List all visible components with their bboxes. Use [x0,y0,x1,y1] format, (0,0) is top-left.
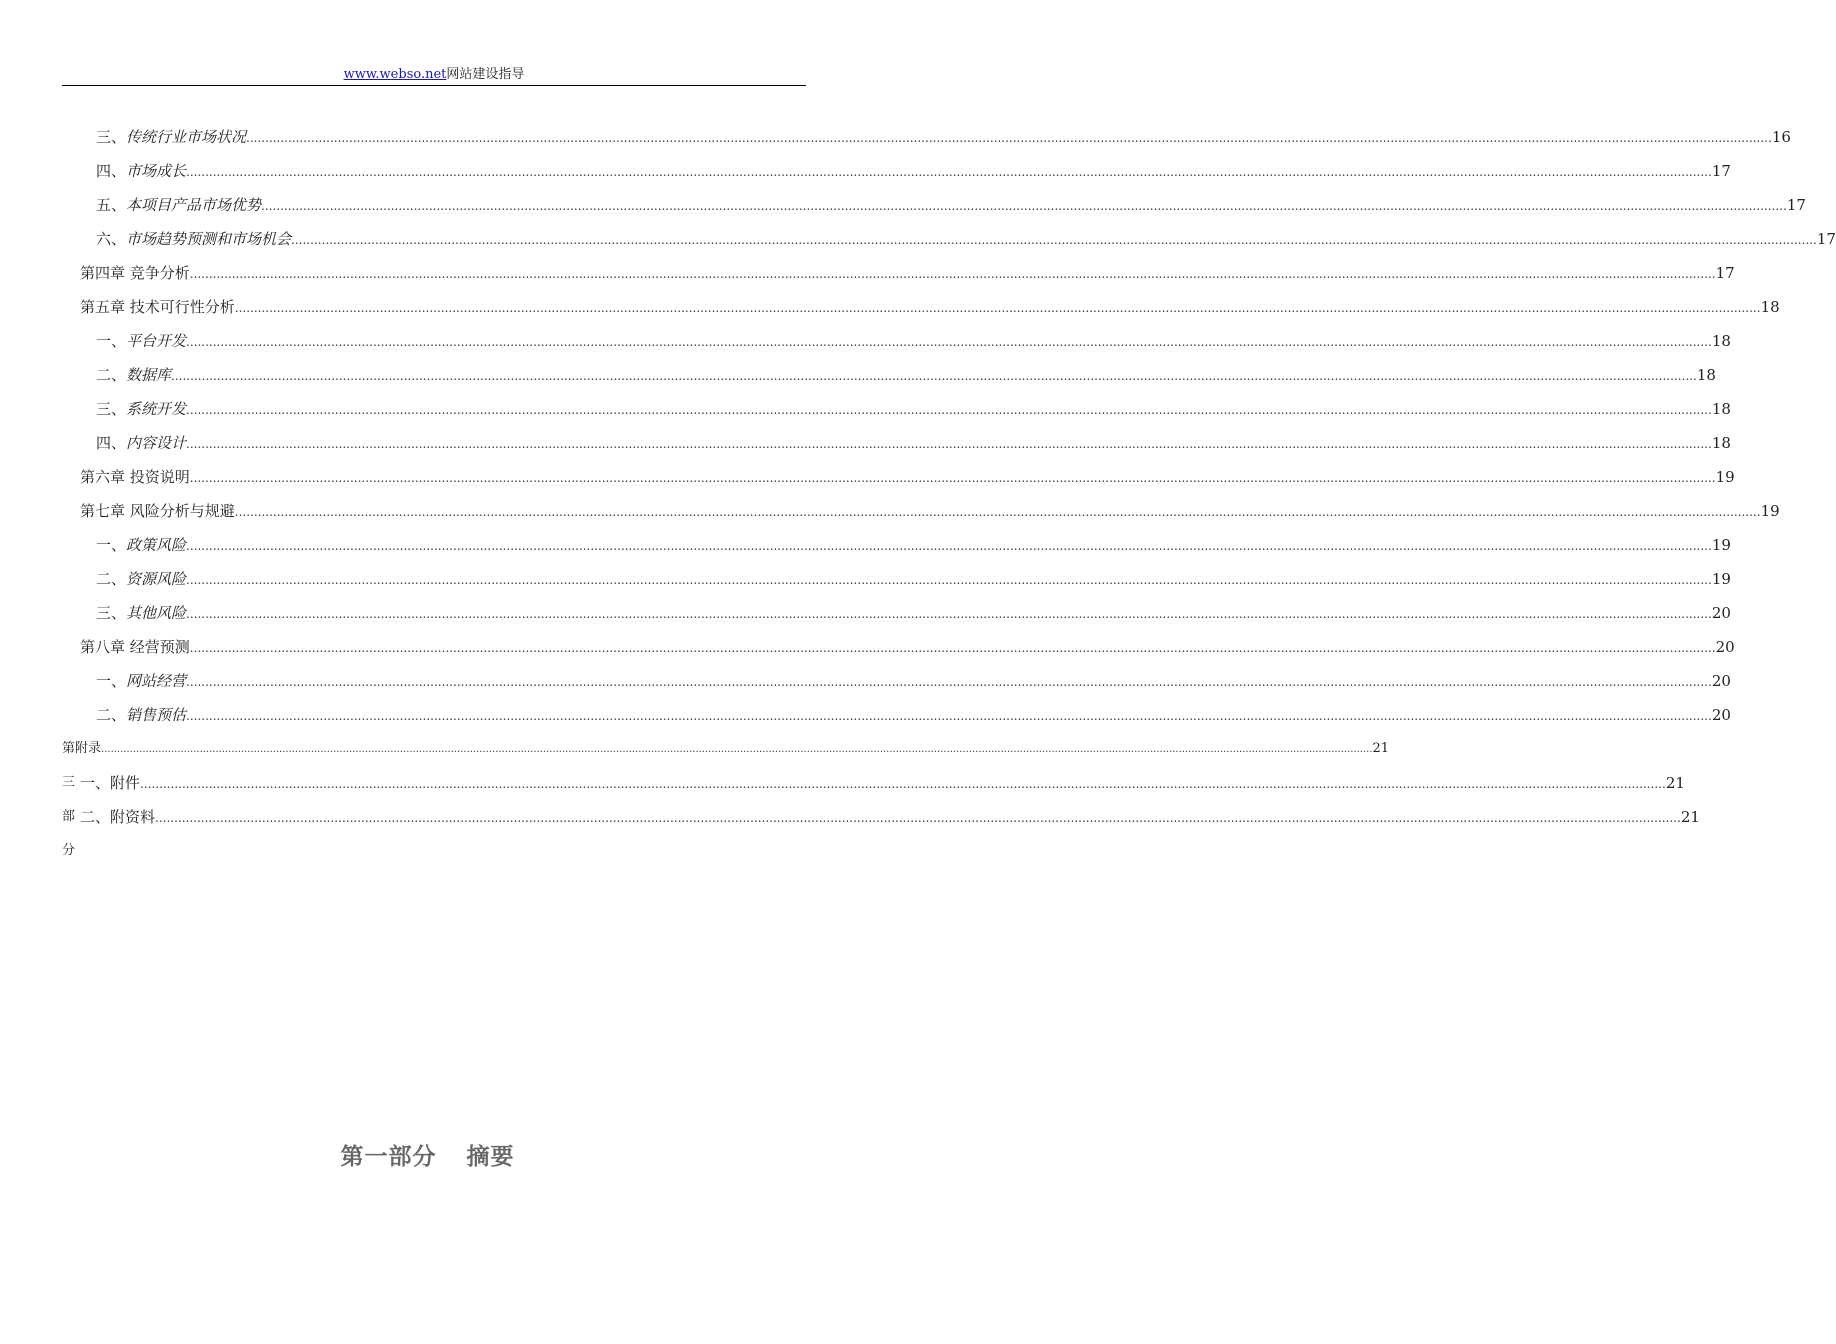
toc-leader-dots: ................................................................................................................................................................................................................................................................................................................................................................................................................ [234,505,1761,519]
toc-entry-page-number: 19 [1760,502,1780,520]
toc-leader-dots: ................................................................................................................................................................................................................................................................................................................................................................................................................ [186,437,1712,451]
toc-leader-dots: ................................................................................................................................................................................................................................................................................................................................................................................................................ [189,267,1716,281]
toc-entry[interactable] [96,358,1716,392]
toc-entry[interactable] [96,222,1836,256]
toc-entry-title: 第八章 经营预测 [80,638,190,656]
toc-entry-number: 二、 [80,808,111,826]
toc-entry-number: 一、 [80,774,111,792]
header-link[interactable]: www.webso.net [343,67,447,82]
toc-entry-page-number: 18 [1696,366,1716,384]
section-title: 摘要 [466,1144,515,1170]
toc-leader-dots: ................................................................................................................................................................................................................................................................................................................................................................................................................ [234,301,1761,315]
toc-entry-page-number: 19 [1711,536,1731,554]
toc-entry-page-number: 18 [1711,400,1731,418]
toc-leader-dots: ................................................................................................................................................................................................................................................................................................................................................................................................................ [261,199,1787,213]
toc-entry-page-number: 17 [1816,230,1836,248]
toc-leader-dots: ................................................................................................................................................................................................................................................................................................................................................................................................................ [291,233,1817,247]
toc-entry-page-number: 18 [1711,434,1731,452]
toc-entry-title: 本项目产品市场优势 [126,196,262,214]
toc-entry-number: 四、 [96,162,127,180]
toc-entry[interactable] [80,256,1735,290]
toc-entry-title: 网站经营 [126,672,187,690]
toc-entry[interactable] [96,188,1806,222]
toc-entry-title: 第七章 风险分析与规避 [80,502,235,520]
toc-entry[interactable] [80,460,1735,494]
toc-entry-page-number: 18 [1760,298,1780,316]
toc-entry-title: 内容设计 [126,434,187,452]
toc-entry-title: 政策风险 [126,536,187,554]
toc-entry-title: 附资料 [110,808,156,826]
toc-entry-number: 五、 [96,196,127,214]
toc-entry-page-number: 20 [1711,706,1731,724]
toc-entry-number: 第三部分 [62,741,76,858]
toc-entry-number: 二、 [96,706,127,724]
toc-entry-number: 二、 [96,366,127,384]
toc-entry-page-number: 17 [1711,162,1731,180]
toc-entry-title: 第五章 技术可行性分析 [80,298,235,316]
header-text: 网站建设指导 [446,67,525,82]
toc-entry-title: 附录 [75,741,102,756]
toc-leader-dots: ................................................................................................................................................................................................................................................................................................................................................................................................................ [140,777,1666,791]
toc-entry[interactable] [96,698,1731,732]
toc-entry-number: 一、 [96,536,127,554]
toc-entry-title: 其他风险 [126,604,187,622]
toc-leader-dots: ................................................................................................................................................................................................................................................................................................................................................................................................................ [186,165,1712,179]
toc-leader-dots: ................................................................................................................................................................................................................................................................................................................................................................................................................ [189,641,1716,655]
toc-entry-number: 一、 [96,332,127,350]
toc-entry-number: 六、 [96,230,127,248]
toc-leader-dots: ................................................................................................................................................................................................................................................................................................................................................................................................................ [189,471,1716,485]
toc-entry[interactable] [80,494,1780,528]
toc-entry-number: 三、 [96,128,127,146]
toc-entry[interactable] [80,766,1685,800]
toc-entry-number: 一、 [96,672,127,690]
toc-entry-title: 第四章 竞争分析 [80,264,190,282]
toc-entry-title: 市场成长 [126,162,187,180]
toc-leader-dots: ................................................................................................................................................................................................................................................................................................................................................................................................................ [246,131,1772,145]
toc-entry-page-number: 21 [1680,808,1700,826]
toc-entry[interactable] [96,596,1731,630]
toc-leader-dots: ................................................................................................................................................................................................................................................................................................................................................................................................................ [186,709,1712,723]
toc-entry[interactable] [80,290,1780,324]
toc-entry-title: 资源风险 [126,570,187,588]
toc-entry[interactable] [96,664,1731,698]
toc-entry[interactable] [96,426,1731,460]
toc-entry-page-number: 19 [1711,570,1731,588]
toc-entry[interactable] [96,562,1731,596]
toc-entry-page-number: 20 [1715,638,1735,656]
toc-entry-page-number: 21 [1372,741,1390,756]
toc-entry-page-number: 20 [1711,672,1731,690]
toc-leader-dots: ................................................................................................................................................................................................................................................................................................................................................................................................................ [186,675,1712,689]
toc-entry-page-number: 17 [1715,264,1735,282]
toc-entry[interactable] [96,528,1731,562]
section-heading [0,1138,855,1171]
toc-leader-dots: ................................................................................................................................................................................................................................................................................................................................................................................................................ [186,403,1712,417]
toc-entry-title: 第六章 投资说明 [80,468,190,486]
toc-entry-page-number: 18 [1711,332,1731,350]
toc-leader-dots: ................................................................................................................................................................................................................................................................................................................................................................................................................ [186,573,1712,587]
toc-entry-title: 销售预估 [126,706,187,724]
header-rule [62,85,806,86]
toc-entry-page-number: 20 [1711,604,1731,622]
toc-entry-page-number: 16 [1771,128,1791,146]
page-header [62,66,806,84]
toc-entry-number: 二、 [96,570,127,588]
toc-entry[interactable] [80,800,1700,834]
toc-entry-title: 平台开发 [126,332,187,350]
toc-entry-page-number: 17 [1786,196,1806,214]
section-part: 第一部分 [340,1144,437,1170]
toc-leader-dots: ................................................................................................................................................................................................................................................................................................................................................................................................................ [101,744,1373,755]
toc-entry-page-number: 21 [1665,774,1685,792]
toc-entry[interactable] [96,154,1731,188]
toc-entry-title: 市场趋势预测和市场机会 [126,230,292,248]
toc-entry-title: 数据库 [126,366,172,384]
toc-entry[interactable] [80,630,1735,664]
toc-leader-dots: ................................................................................................................................................................................................................................................................................................................................................................................................................ [171,369,1697,383]
toc-entry[interactable] [96,392,1731,426]
toc-entry-title: 传统行业市场状况 [126,128,247,146]
toc-leader-dots: ................................................................................................................................................................................................................................................................................................................................................................................................................ [186,335,1712,349]
toc-entry-title: 系统开发 [126,400,187,418]
toc-entry-page-number: 19 [1715,468,1735,486]
toc-leader-dots: ................................................................................................................................................................................................................................................................................................................................................................................................................ [186,539,1712,553]
toc-leader-dots: ................................................................................................................................................................................................................................................................................................................................................................................................................ [186,607,1712,621]
toc-leader-dots: ................................................................................................................................................................................................................................................................................................................................................................................................................ [155,811,1681,825]
toc-entry-number: 三、 [96,400,127,418]
toc-entry-number: 四、 [96,434,127,452]
toc-entry[interactable] [96,324,1731,358]
toc-entry-title: 附件 [110,774,141,792]
toc-entry-number: 三、 [96,604,127,622]
toc-entry[interactable] [96,120,1791,154]
